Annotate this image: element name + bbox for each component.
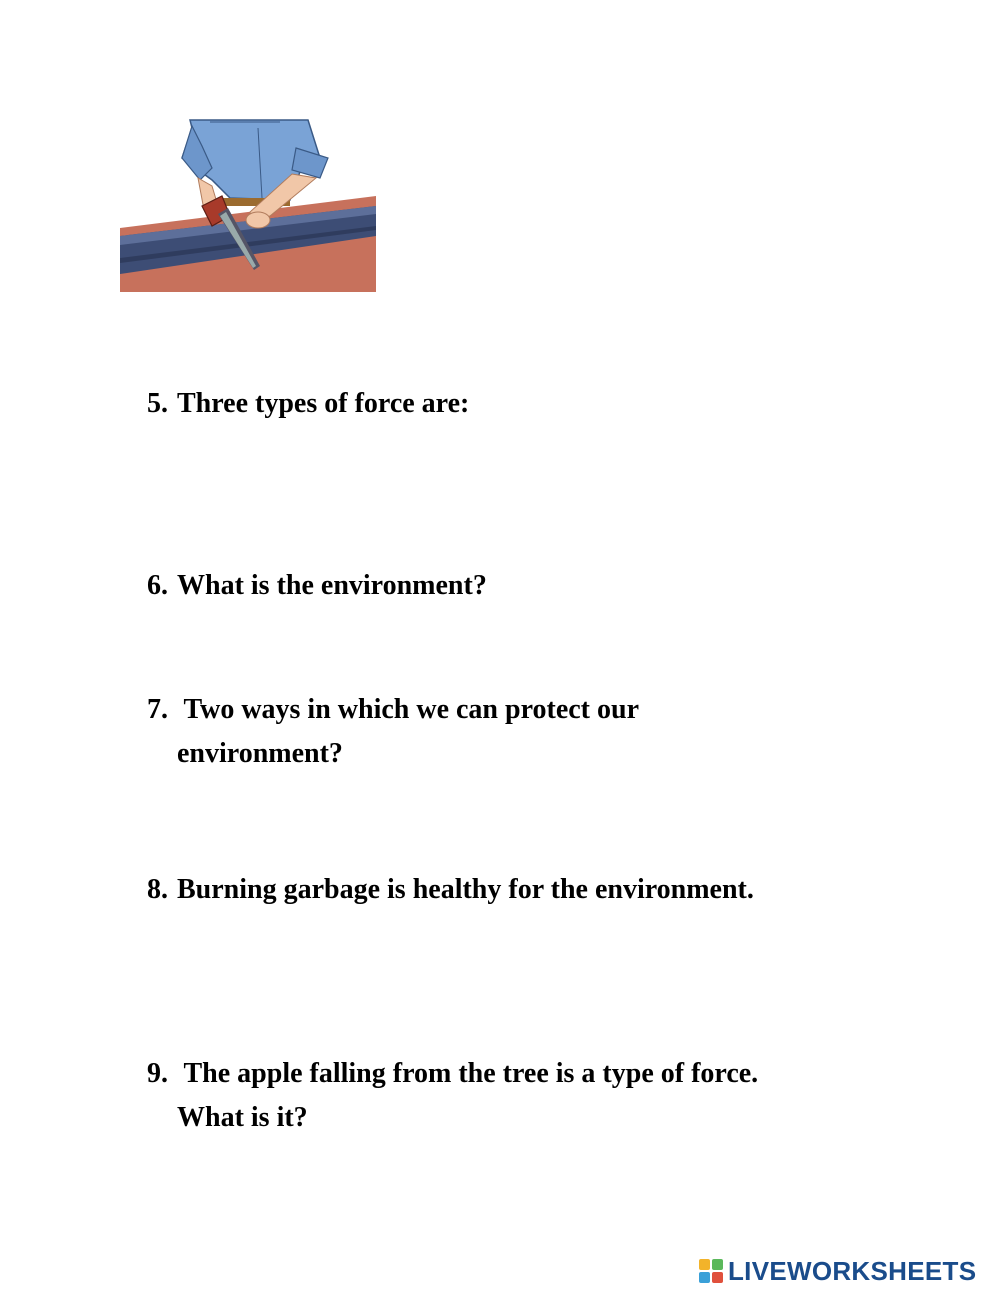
question-number: 8. xyxy=(147,874,168,905)
question-number: 6. xyxy=(147,570,168,601)
question-7 xyxy=(147,688,639,776)
question-text-continued: environment? xyxy=(177,738,343,769)
question-text: Two ways in which we can protect our xyxy=(177,694,639,725)
question-5 xyxy=(147,382,469,426)
question-text: The apple falling from the tree is a type of force. xyxy=(177,1058,759,1089)
person-sawing-pipe-illustration xyxy=(120,118,376,292)
question-text: Three types of force are: xyxy=(177,388,470,419)
liveworksheets-logo[interactable] xyxy=(698,1256,976,1286)
question-text-continued: What is it? xyxy=(177,1102,308,1133)
question-8 xyxy=(147,868,754,912)
liveworksheets-logo-icon xyxy=(698,1258,724,1284)
question-9 xyxy=(147,1052,758,1140)
question-number: 5. xyxy=(147,388,168,419)
question-6 xyxy=(147,564,487,608)
question-number: 9. xyxy=(147,1058,168,1089)
question-text: Burning garbage is healthy for the environment. xyxy=(177,874,754,905)
question-number: 7. xyxy=(147,694,168,725)
liveworksheets-logo-text: LIVEWORKSHEETS xyxy=(728,1255,977,1286)
question-text: What is the environment? xyxy=(177,570,487,601)
